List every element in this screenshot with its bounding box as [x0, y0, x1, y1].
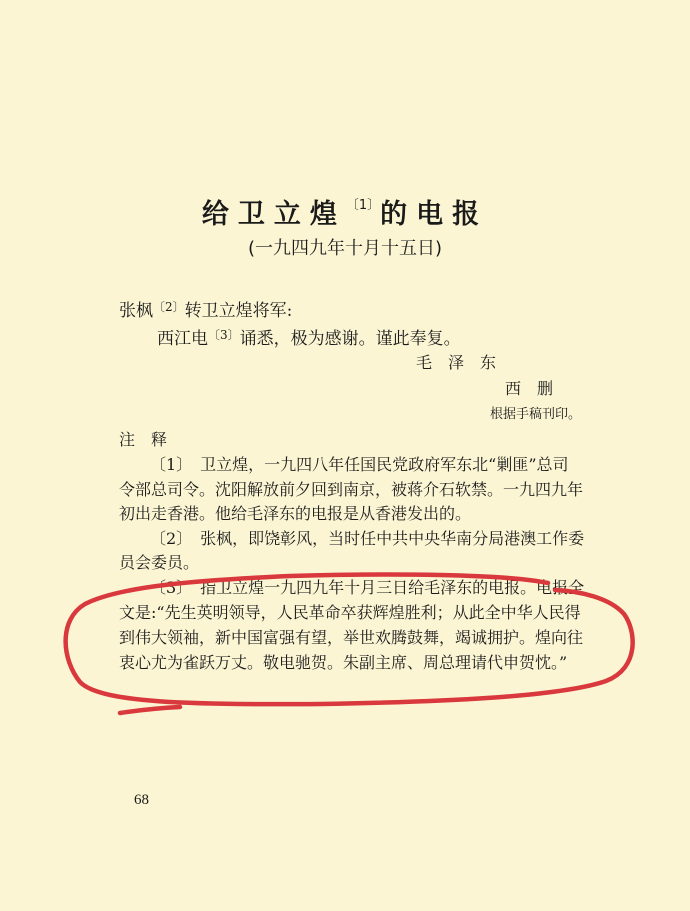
document-title [0, 186, 690, 235]
body-note-ref: 〔3〕 [208, 328, 240, 342]
note-3-line-3: 到伟大领袖，新中国富强有望，举世欢腾鼓舞，竭诚拥护。煌向往 [119, 628, 584, 647]
notes-heading: 注 释 [119, 430, 168, 449]
note-1-line-1: 〔1〕 卫立煌，一九四八年任国民党政府军东北“剿匪”总司 [150, 455, 569, 474]
body-rest: 诵悉，极为感谢。谨此奉复。 [239, 329, 461, 349]
signature: 毛 泽 东 [416, 353, 497, 372]
note-3-line-4: 衷心尤为雀跃万丈。敬电驰贺。朱副主席、周总理请代申贺忱。” [119, 653, 568, 672]
body-prefix: 西江电 [157, 329, 208, 349]
note-2-line-2: 员会委员。 [119, 553, 200, 572]
title-text: 给卫立煌 [201, 199, 346, 230]
note-1-line-3: 初出走香港。他给毛泽东的电报是从香港发出的。 [119, 504, 472, 523]
note-3-line-1: 〔3〕 指卫立煌一九四九年十月三日给毛泽东的电报。电报全 [150, 578, 585, 597]
address-line [119, 295, 292, 323]
title-note-ref: 〔1〕 [345, 198, 381, 213]
source-note: 根据手稿刊印。 [490, 407, 582, 422]
note-2-line-1: 〔2〕 张枫，即饶彰风，当时任中共中央华南分局港澳工作委 [150, 529, 585, 548]
title-suffix: 的电报 [380, 199, 489, 230]
sign-date: 西 删 [505, 379, 554, 398]
page-number: 68 [134, 792, 149, 808]
note-1-line-2: 令部总司令。沈阳解放前夕回到南京，被蒋介石软禁。一九四九年 [119, 480, 584, 499]
note-3-line-2: 文是:“先生英明领导，人民革命卒获辉煌胜利；从此全中华人民得 [119, 603, 581, 622]
address-name: 张枫 [119, 301, 153, 321]
address-rest: 转卫立煌将军: [184, 301, 293, 321]
document-date: (一九四九年十月十五日) [247, 238, 443, 259]
telegram-body [157, 323, 461, 351]
address-note-ref: 〔2〕 [153, 300, 185, 314]
